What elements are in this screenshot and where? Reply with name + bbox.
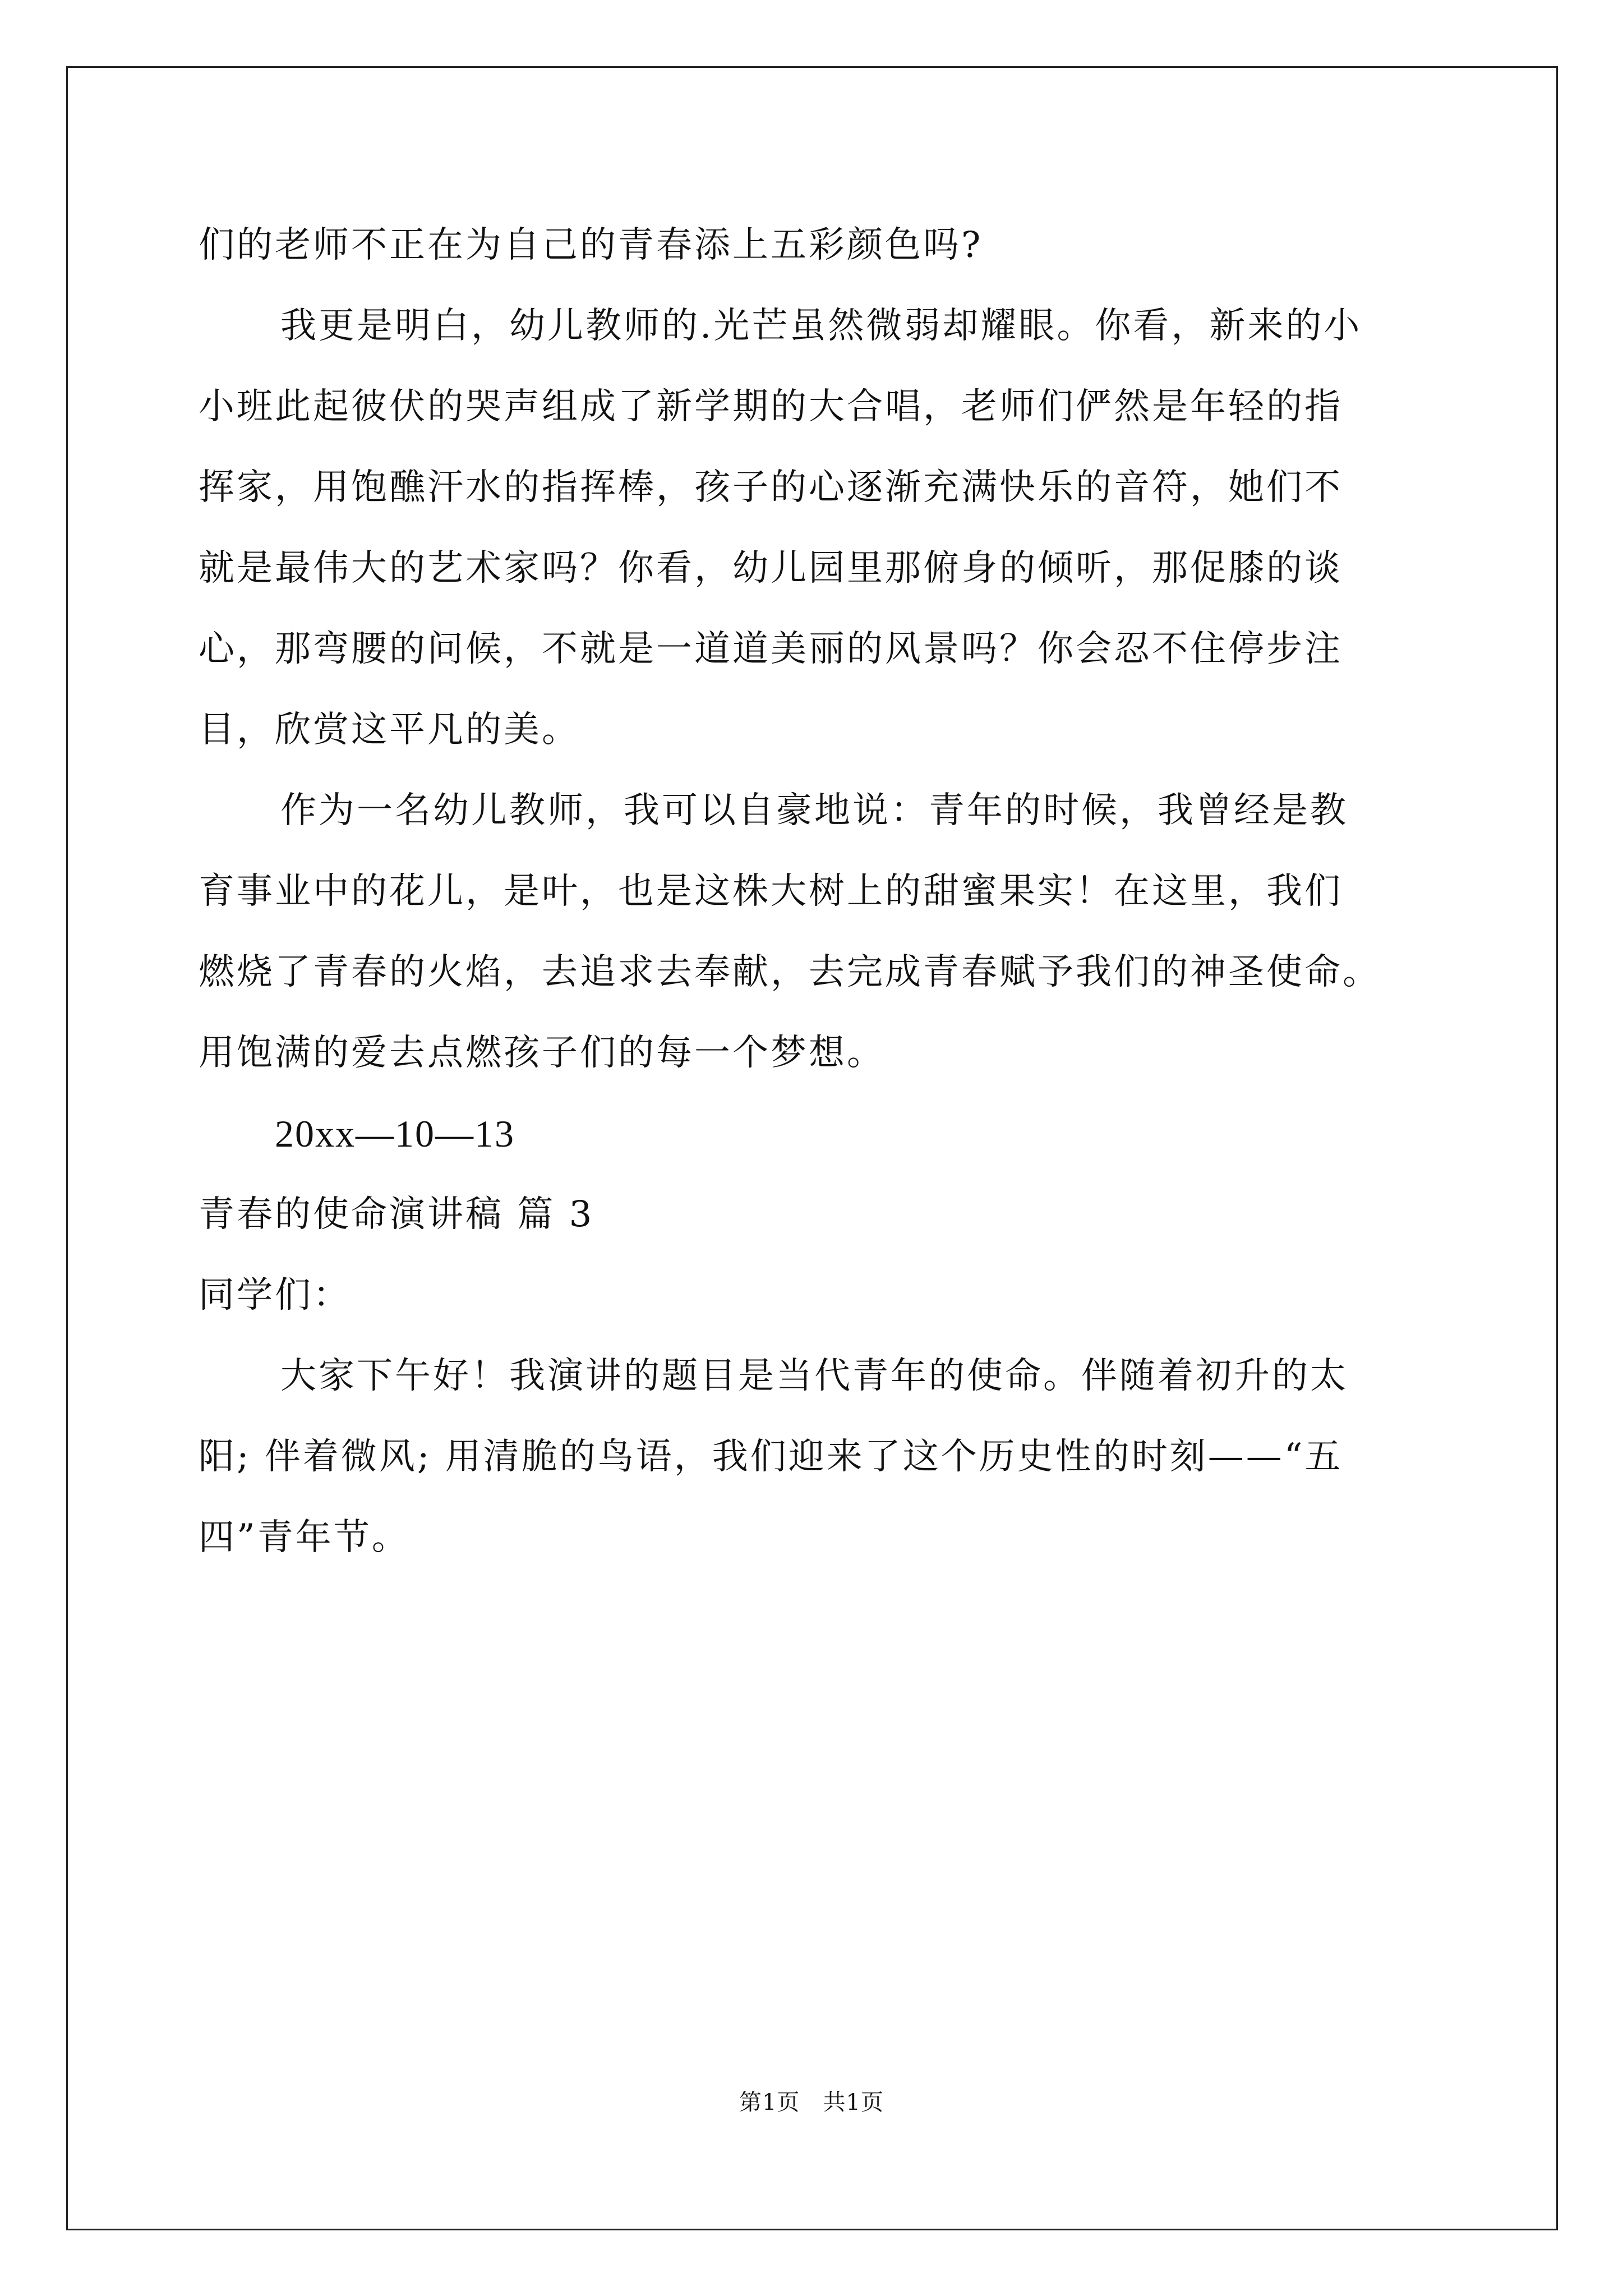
page-number-footer: 第1页 共1页 (739, 2090, 884, 2115)
body-line-7: 目，欣赏这平凡的美。 (199, 709, 580, 751)
body-line-5: 就是最伟大的艺术家吗？你看，幼儿园里那俯身的倾听，那促膝的谈 (199, 547, 1343, 589)
date-line: 20xx—10—13 (275, 1112, 515, 1155)
body-line-2: 我更是明白，幼儿教师的.光芒虽然微弱却耀眼。你看，新来的小 (280, 305, 1362, 347)
salutation: 同学们： (199, 1274, 351, 1316)
body-line-8: 作为一名幼儿教师，我可以自豪地说：青年的时候，我曾经是教 (280, 790, 1348, 831)
body-line-6: 心，那弯腰的问候，不就是一道道美丽的风景吗？你会忍不住停步注 (199, 628, 1343, 670)
body-line-15: 大家下午好！我演讲的题目是当代青年的使命。伴随着初升的太 (280, 1355, 1348, 1397)
section-heading: 青春的使命演讲稿 篇 3 (199, 1194, 594, 1235)
body-line-9: 育事业中的花儿，是叶，也是这株大树上的甜蜜果实！在这里，我们 (199, 871, 1343, 912)
body-line-4: 挥家，用饱醮汗水的指挥棒，孩子的心逐渐充满快乐的音符，她们不 (199, 467, 1343, 508)
body-line-1: 们的老师不正在为自己的青春添上五彩颜色吗? (199, 224, 983, 266)
body-line-11: 用饱满的爱去点燃孩子们的每一个梦想。 (199, 1032, 885, 1074)
body-line-16: 阳; 伴着微风; 用清脆的鸟语，我们迎来了这个历史性的时刻——“五 (199, 1436, 1343, 1478)
body-line-17: 四”青年节。 (199, 1517, 410, 1558)
body-line-10: 燃烧了青春的火焰，去追求去奉献，去完成青春赋予我们的神圣使命。 (199, 951, 1381, 993)
body-line-3: 小班此起彼伏的哭声组成了新学期的大合唱，老师们俨然是年轻的指 (199, 386, 1343, 427)
